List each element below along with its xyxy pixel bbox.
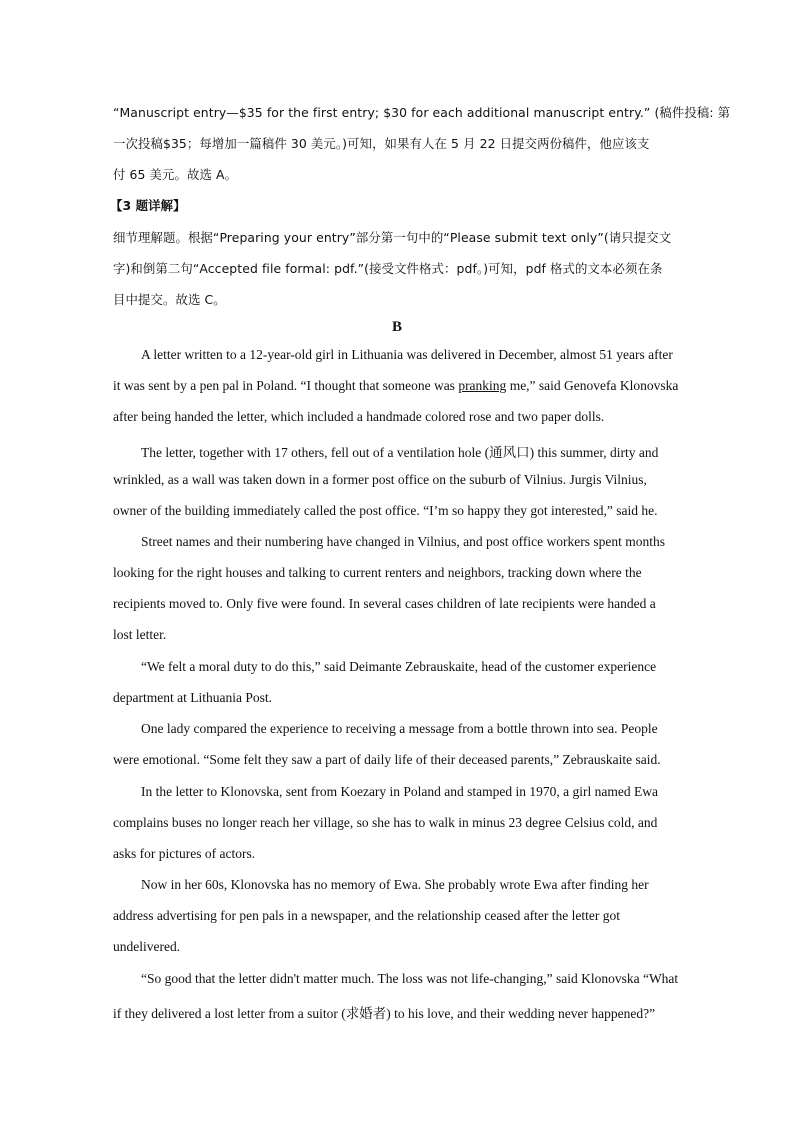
passage-p1-line2-a: it was sent by a pen pal in Poland. “I thought that someone was [113,378,459,393]
answer2-line1: “Manuscript entry—$35 for the first entry; $30 for each additional manuscript entry.” (稿件投稿: 第 [113,105,731,120]
passage-p2-line1: The letter, together with 17 others, fell out of a ventilation hole (通风口) this summer, dirty and [141,445,659,460]
answer2-line3: 付 65 美元。故选 A。 [113,167,238,182]
passage-p3-line3: recipients moved to. Only five were found. In several cases children of late recipients were handed a [113,596,656,611]
passage-p6-line1: In the letter to Klonovska, sent from Koezary in Poland and stamped in 1970, a girl named Ewa [141,784,658,799]
passage-p1-line2 [113,378,678,394]
passage-p5-line2: were emotional. “Some felt they saw a part of daily life of their deceased parents,” Zebrauskaite said. [113,752,661,767]
passage-p3-line1: Street names and their numbering have changed in Vilnius, and post office workers spent months [141,534,665,549]
passage-p6-line2: complains buses no longer reach her village, so she has to walk in minus 23 degree Celsius cold, and [113,815,658,830]
answer3-line1: 细节理解题。根据“Preparing your entry”部分第一句中的“Please submit text only”(请只提交文 [113,230,672,245]
answer3-heading: 【3 题详解】 [110,198,186,213]
underlined-word-pranking: pranking [458,378,507,393]
passage-p5-line1: One lady compared the experience to receiving a message from a bottle thrown into sea. People [141,721,658,736]
passage-p3-line2: looking for the right houses and talking to current renters and neighbors, tracking down where the [113,565,642,580]
passage-p7-line3: undelivered. [113,939,181,954]
passage-p3-line4: lost letter. [113,627,167,642]
passage-title: B [391,319,402,335]
answer2-line2: 一次投稿$35；每增加一篇稿件 30 美元。)可知，如果有人在 5 月 22 日提交两份稿件，他应该支 [113,136,650,151]
answer3-line3: 目中提交。故选 C。 [113,292,226,307]
passage-p7-line2: address advertising for pen pals in a newspaper, and the relationship ceased after the letter got [113,908,621,923]
passage-p1-line1: A letter written to a 12-year-old girl in Lithuania was delivered in December, almost 51 years after [141,347,673,362]
passage-p8-line1: “So good that the letter didn't matter much. The loss was not life-changing,” said Klonovska “What [141,971,679,986]
passage-p4-line2: department at Lithuania Post. [113,690,272,705]
answer3-line2: 字)和倒第二句“Accepted file formal: pdf.”(接受文件格式：pdf。)可知，pdf 格式的文本必须在条 [113,261,663,276]
passage-p1-line3: after being handed the letter, which included a handmade colored rose and two paper dolls. [113,409,605,424]
passage-p4-line1: “We felt a moral duty to do this,” said Deimante Zebrauskaite, head of the customer experience [141,659,657,674]
passage-p6-line3: asks for pictures of actors. [113,846,256,861]
passage-p8-line2: if they delivered a lost letter from a suitor (求婚者) to his love, and their wedding never happened?” [113,1006,656,1021]
passage-p2-line2: wrinkled, as a wall was taken down in a former post office on the suburb of Vilnius. Jurgis Vilnius, [113,472,647,487]
passage-p1-line2-b: me,” said Genovefa Klonovska [506,378,679,393]
passage-p2-line3: owner of the building immediately called the post office. “I’m so happy they got interested,” said he. [113,503,658,518]
passage-p7-line1: Now in her 60s, Klonovska has no memory of Ewa. She probably wrote Ewa after finding her [141,877,649,892]
